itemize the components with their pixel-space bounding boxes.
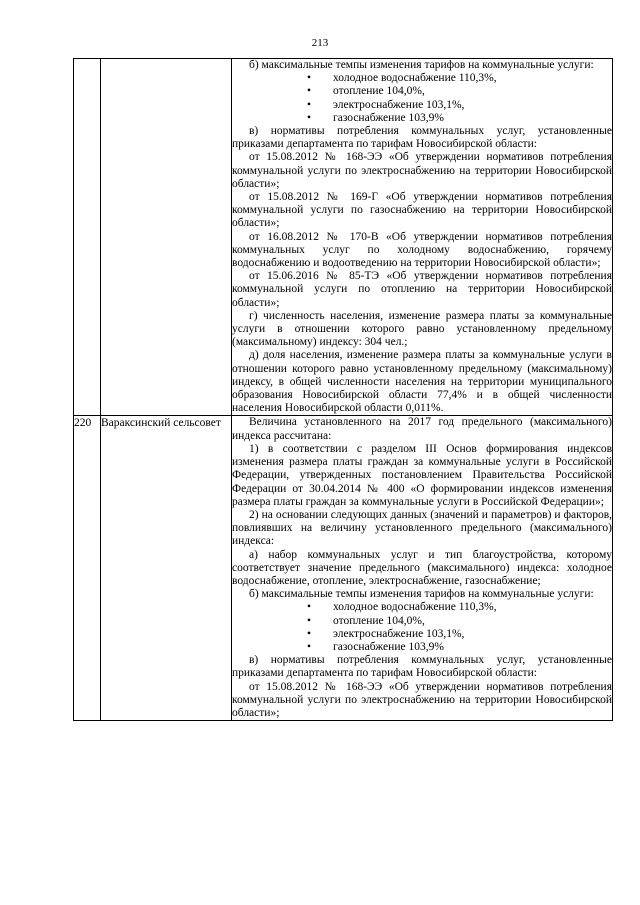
- paragraph: Величина установленного на 2017 год предельного (максимального) индекса рассчитана:: [232, 416, 612, 442]
- paragraph: от 15.06.2016 № 85-ТЭ «Об утверждении нормативов потребления коммунальной услуги по отоплению на территории Новосибирской области»;: [232, 270, 612, 309]
- bullet-icon: •: [307, 72, 312, 85]
- list-item-text: отопление 104,0%,: [333, 85, 425, 98]
- bullet-icon: •: [307, 111, 312, 124]
- tariff-growth-list: [232, 601, 612, 654]
- table-row: [74, 59, 613, 416]
- bullet-icon: •: [307, 640, 312, 653]
- paragraph: а) набор коммунальных услуг и тип благоустройства, которому соответствует значение предельного (максимального) индекса: холодное водоснабжение, отопление, электроснабжение, газоснабжение;: [232, 548, 612, 587]
- page-number: 213: [311, 37, 329, 49]
- paragraph: от 16.08.2012 № 170-В «Об утверждении нормативов потребления коммунальных услуг по холодному водоснабжению, горячему водоснабжению и водоотведению на территории Новосибирской области»;: [232, 230, 612, 270]
- bullet-icon: •: [307, 601, 312, 614]
- list-item: [232, 99, 612, 112]
- list-item: [232, 601, 612, 614]
- bullet-icon: •: [307, 85, 312, 98]
- index-description: [232, 59, 613, 416]
- paragraph: д) доля населения, изменение размера платы за коммунальные услуги в отношении которого равно установленному предельному (максимальному) индексу, в общей численности населения на территории муниципального образования Новосибирской области 77,4% и в общей численности населения Новосибирской области 0,011%.: [232, 349, 612, 415]
- paragraph: от 15.08.2012 № 168-ЭЭ «Об утверждении нормативов потребления коммунальной услуги по электроснабжению на территории Новосибирской области»;: [232, 151, 612, 190]
- list-item-text: электроснабжение 103,1%,: [333, 98, 465, 111]
- bullet-icon: •: [307, 627, 312, 640]
- list-item-text: газоснабжение 103,9%: [333, 640, 444, 653]
- paragraph: от 15.08.2012 № 169-Г «Об утверждении нормативов потребления коммунальной услуги по газоснабжению на территории Новосибирской области»;: [232, 191, 612, 230]
- paragraph: б) максимальные темпы изменения тарифов на коммунальные услуги:: [249, 59, 594, 71]
- paragraph: от 15.08.2012 № 168-ЭЭ «Об утверждении нормативов потребления коммунальной услуги по электроснабжению на территории Новосибирской области»;: [232, 680, 612, 719]
- bullet-icon: •: [307, 614, 312, 627]
- paragraph: 2) на основании следующих данных (значений и параметров) и факторов, повлиявших на величину установленного предельного (максимального) индекса:: [232, 508, 612, 548]
- list-item: [232, 628, 612, 641]
- list-item-text: холодное водоснабжение 110,3%,: [333, 601, 497, 614]
- municipality-name: Вараксинский сельсовет: [101, 416, 232, 721]
- municipality-name: [101, 59, 232, 416]
- list-item: [232, 641, 612, 654]
- list-item: [232, 85, 612, 98]
- paragraph: в) нормативы потребления коммунальных услуг, установленные приказами департамента по тарифам Новосибирской области:: [232, 654, 612, 680]
- paragraph: г) численность населения, изменение размера платы за коммунальные услуги в отношении которого равно установленному предельному (максимальному) индексу: 304 чел.;: [232, 309, 612, 349]
- tariff-table: [73, 58, 613, 721]
- list-item: [232, 72, 612, 85]
- list-item-text: холодное водоснабжение 110,3%,: [333, 72, 497, 85]
- row-number: [74, 59, 101, 416]
- table-row: [74, 416, 613, 721]
- paragraph: в) нормативы потребления коммунальных услуг, установленные приказами департамента по тарифам Новосибирской области:: [232, 125, 612, 151]
- row-number: 220: [74, 416, 101, 721]
- paragraph: б) максимальные темпы изменения тарифов на коммунальные услуги:: [249, 588, 594, 601]
- list-item: [232, 615, 612, 628]
- tariff-growth-list: [232, 72, 612, 125]
- list-item-text: электроснабжение 103,1%,: [333, 627, 465, 640]
- list-item-text: газоснабжение 103,9%: [333, 111, 444, 124]
- index-description: [232, 416, 613, 721]
- bullet-icon: •: [307, 98, 312, 111]
- paragraph: 1) в соответствии с разделом III Основ формирования индексов изменения размера платы граждан за коммунальные услуги в Российской Федерации, утвержденных постановлением Правительства Российской Федерации от 30.04.2014 № 400 «О формировании индексов изменения размера платы граждан за коммунальные услуги в Российской Федерации»;: [232, 442, 612, 508]
- list-item: [232, 112, 612, 125]
- list-item-text: отопление 104,0%,: [333, 614, 425, 627]
